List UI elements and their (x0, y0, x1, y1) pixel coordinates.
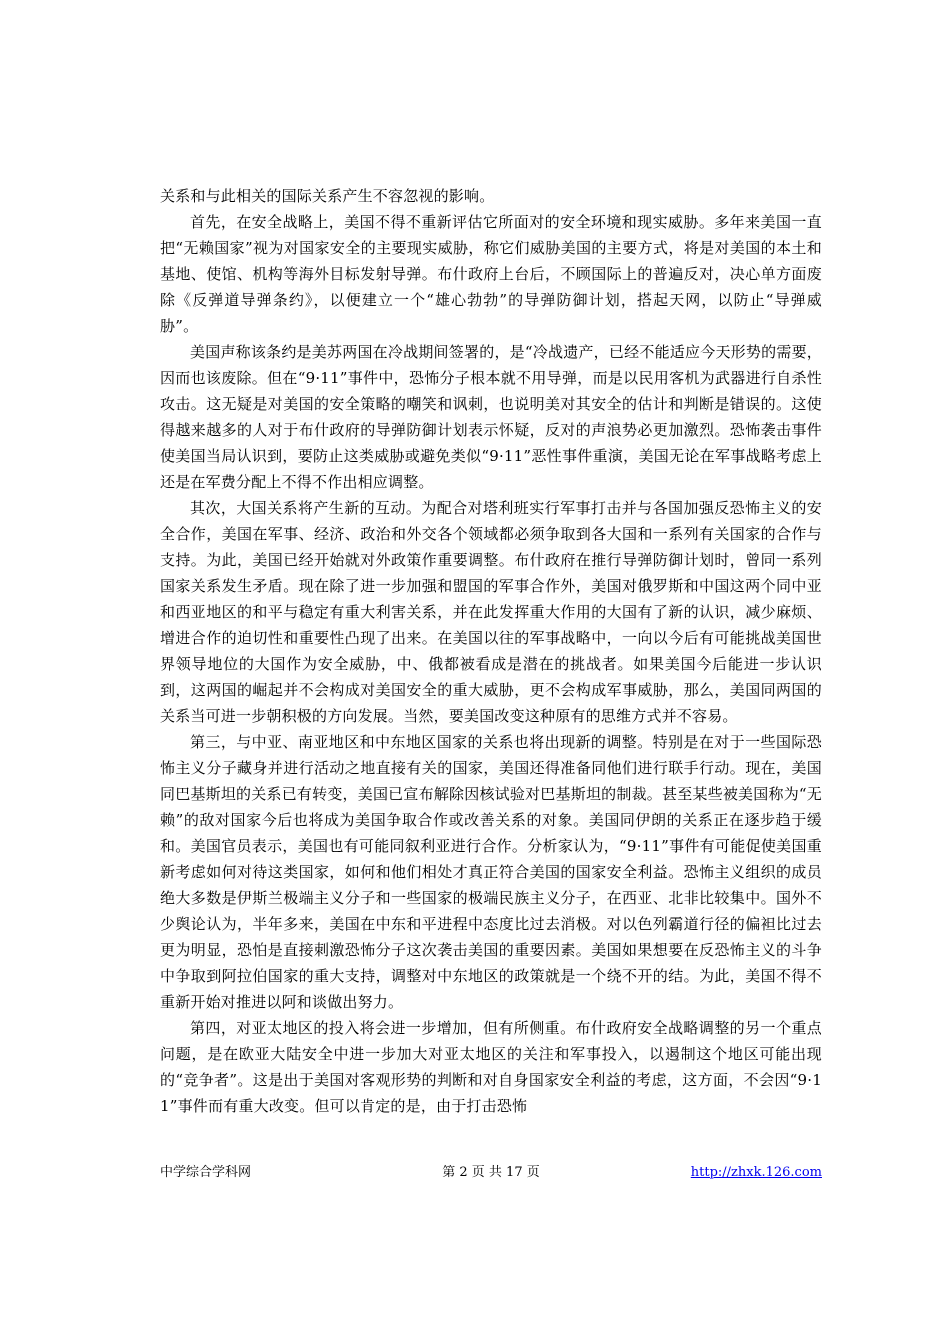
paragraph-6: 第四，对亚太地区的投入将会进一步增加，但有所侧重。布什政府安全战略调整的另一个重点问题，是在欧亚大陆安全中进一步加大对亚太地区的关注和军事投入，以遏制这个地区可能出现的“竞争者”。这是出于美国对客观形势的判断和对自身国家安全利益的考虑，这方面，不会因“9·11”事件而有重大改变。但可以肯定的是，由于打击恐怖 (160, 1019, 822, 1115)
paragraph-2: 首先，在安全战略上，美国不得不重新评估它所面对的安全环境和现实威胁。多年来美国一直把“无赖国家”视为对国家安全的主要现实威胁，称它们威胁美国的主要方式，将是对美国的本土和基地、使馆、机构等海外目标发射导弹。布什政府上台后，不顾国际上的普遍反对，决心单方面废除《反弹道导弹条约》，以便建立一个“雄心勃勃”的导弹防御计划，搭起天网，以防止“导弹威胁”。 (160, 213, 822, 335)
paragraph-5: 第三，与中亚、南亚地区和中东地区国家的关系也将出现新的调整。特别是在对于一些国际恐怖主义分子藏身并进行活动之地直接有关的国家，美国还得准备同他们进行联手行动。现在，美国同巴基斯坦的关系已有转变，美国已宣布解除因核试验对巴基斯坦的制裁。甚至某些被美国称为“无赖”的敌对国家今后也将成为美国争取合作或改善关系的对象。美国同伊朗的关系正在逐步趋于缓和。美国官员表示，美国也有可能同叙利亚进行合作。分析家认为，“9·11”事件有可能促使美国重新考虑如何对待这类国家，如何和他们相处才真正符合美国的国家安全利益。恐怖主义组织的成员绝大多数是伊斯兰极端主义分子和一些国家的极端民族主义分子，在西亚、北非比较集中。国外不少舆论认为，半年多来，美国在中东和平进程中态度比过去消极。对以色列霸道行径的偏袒比过去更为明显，恐怕是直接刺激恐怖分子这次袭击美国的重要因素。美国如果想要在反恐怖主义的斗争中争取到阿拉伯国家的重大支持，调整对中东地区的政策就是一个绕不开的结。为此，美国不得不重新开始对推进以阿和谈做出努力。 (160, 733, 822, 1011)
footer-site-name: 中学综合学科网 (160, 1165, 252, 1180)
page-footer (160, 1163, 822, 1183)
paragraph-3: 美国声称该条约是美苏两国在冷战期间签署的，是“冷战遗产，已经不能适应今天形势的需要，因而也该废除。但在“9·11”事件中，恐怖分子根本就不用导弹，而是以民用客机为武器进行自杀性攻击。这无疑是对美国的安全策略的嘲笑和讽刺，也说明美对其安全的估计和判断是错误的。这使得越来越多的人对于布什政府的导弹防御计划表示怀疑，反对的声浪势必更加激烈。恐怖袭击事件使美国当局认识到，要防止这类威胁或避免类似“9·11”恶性事件重演，美国无论在军事战略考虑上还是在军费分配上不得不作出相应调整。 (160, 343, 822, 491)
paragraph-1: 关系和与此相关的国际关系产生不容忽视的影响。 (160, 187, 495, 205)
document-body (160, 183, 822, 1119)
footer-page-number: 第 2 页 共 17 页 (442, 1165, 540, 1180)
footer-link[interactable]: http://zhxk.126.com (690, 1165, 822, 1180)
paragraph-4: 其次，大国关系将产生新的互动。为配合对塔利班实行军事打击并与各国加强反恐怖主义的安全合作，美国在军事、经济、政治和外交各个领域都必须争取到各大国和一系列有关国家的合作与支持。为此，美国已经开始就对外政策作重要调整。布什政府在推行导弹防御计划时，曾同一系列国家关系发生矛盾。现在除了进一步加强和盟国的军事合作外，美国对俄罗斯和中国这两个同中亚和西亚地区的和平与稳定有重大利害关系，并在此发挥重大作用的大国有了新的认识，减少麻烦、增进合作的迫切性和重要性凸现了出来。在美国以往的军事战略中，一向以今后有可能挑战美国世界领导地位的大国作为安全威胁，中、俄都被看成是潜在的挑战者。如果美国今后能进一步认识到，这两国的崛起并不会构成对美国安全的重大威胁，更不会构成军事威胁，那么，美国同两国的关系当可进一步朝积极的方向发展。当然，要美国改变这种原有的思维方式并不容易。 (160, 499, 822, 725)
